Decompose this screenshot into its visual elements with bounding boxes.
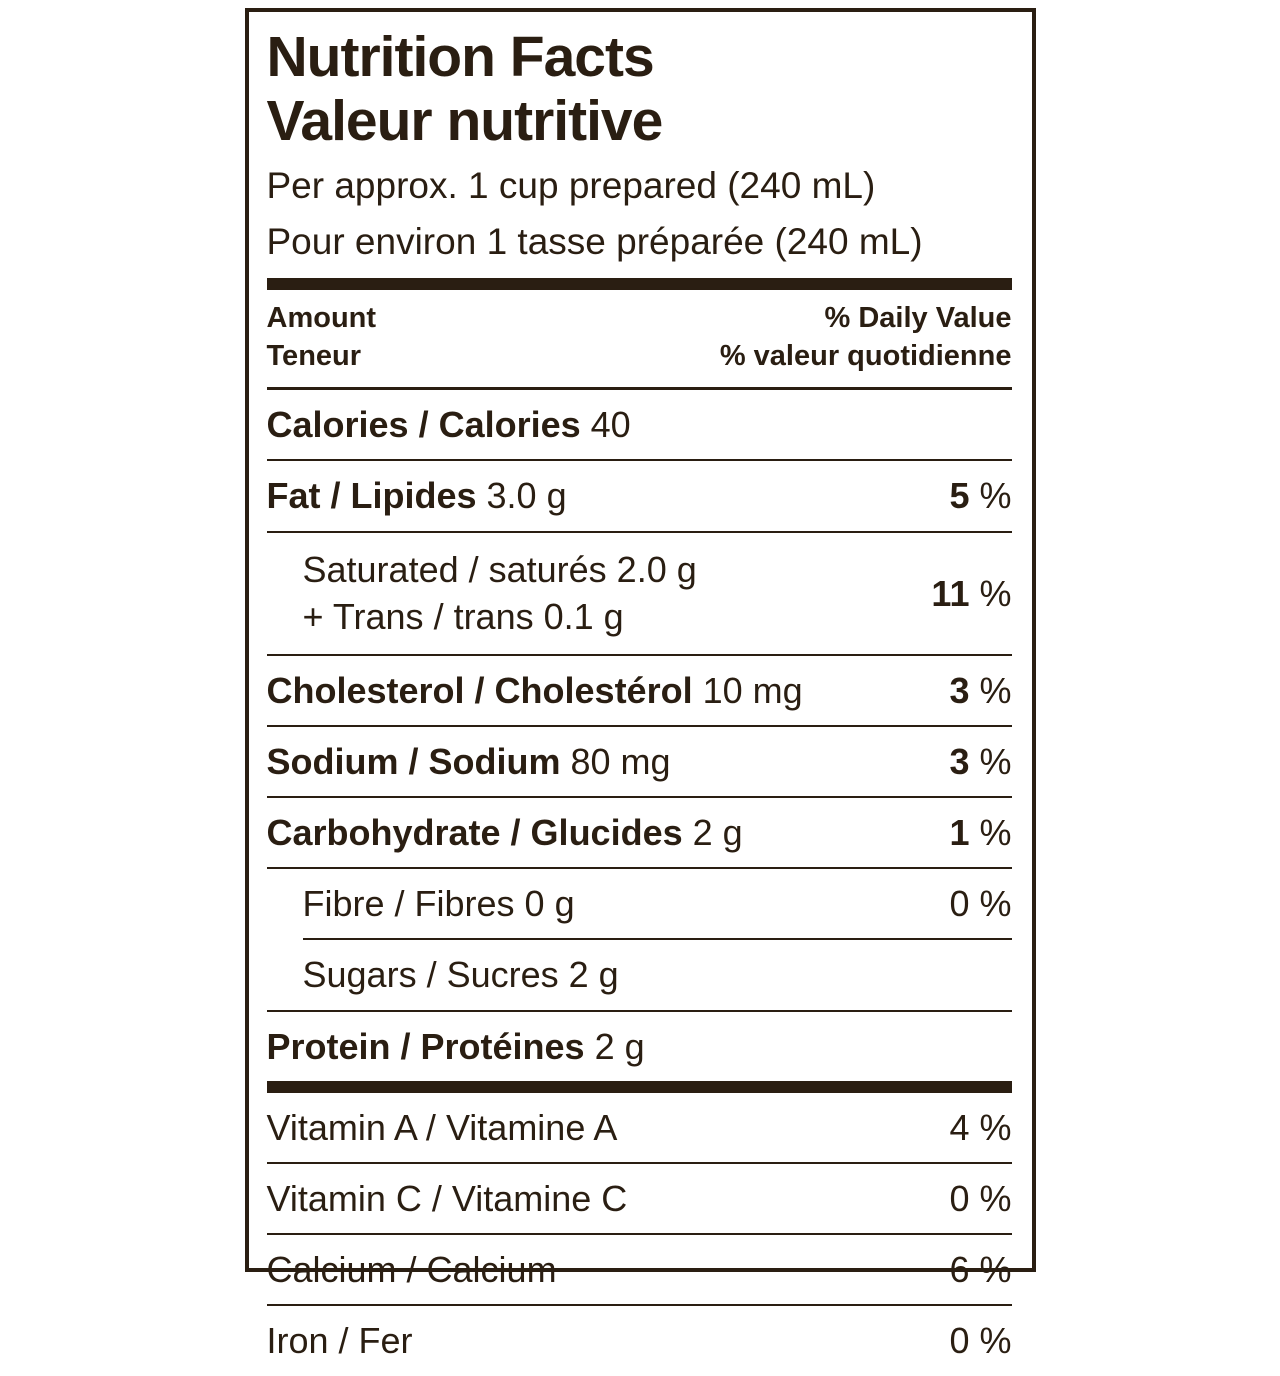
vitamin-a-daily-value: 4 % <box>949 1106 1012 1148</box>
carbohydrate-row <box>267 798 1012 867</box>
sugars-amount: 2 g <box>568 954 619 996</box>
saturated-fat-line: Saturated / saturés 2.0 g <box>302 548 697 590</box>
carbohydrate-daily-value: 1 % <box>949 812 1012 853</box>
iron-daily-value: 0 % <box>949 1320 1012 1362</box>
sugars-row <box>267 940 1012 1009</box>
calories-row <box>267 390 1012 459</box>
fat-daily-value: 5 % <box>949 475 1012 517</box>
protein-row <box>267 1012 1012 1081</box>
calories-value: 40 <box>590 404 631 446</box>
divider-thick-bottom <box>267 1081 1012 1093</box>
protein-label: Protein / Protéines 2 g <box>266 1025 645 1067</box>
vitamin-c-daily-value: 0 % <box>949 1177 1012 1219</box>
nutrition-facts-label <box>245 8 1036 1362</box>
calcium-row <box>267 1235 1012 1304</box>
fibre-label: Fibre / Fibres 0 g <box>302 883 575 925</box>
iron-row <box>267 1306 1012 1375</box>
column-header <box>267 290 1012 387</box>
vitamin-c-row <box>267 1164 1012 1233</box>
amount-header-english: Amount <box>266 301 377 334</box>
sugars-label: Sugars / Sucres 2 g <box>302 954 619 996</box>
saturated-trans-daily-value: 11 % <box>931 572 1012 614</box>
sodium-row <box>267 727 1012 796</box>
daily-value-header-english: % Daily Value <box>824 301 1012 334</box>
serving-size-french: Pour environ 1 tasse préparée (240 mL) <box>266 220 923 262</box>
fibre-row <box>267 869 1012 938</box>
calories-label: Calories / Calories 40 <box>266 404 631 446</box>
daily-value-header-french: % valeur quotidienne <box>719 339 1012 372</box>
calcium-daily-value: 6 % <box>949 1249 1012 1291</box>
serving-size-english: Per approx. 1 cup prepared (240 mL) <box>266 164 876 206</box>
fat-row <box>267 461 1012 530</box>
fibre-amount: 0 g <box>524 883 575 925</box>
carbohydrate-amount: 2 g <box>692 812 743 853</box>
carbohydrate-label: Carbohydrate / Glucides 2 g <box>266 812 743 853</box>
fat-amount: 3.0 g <box>486 475 567 517</box>
calcium-label: Calcium / Calcium <box>266 1249 557 1291</box>
vitamin-a-label: Vitamin A / Vitamine A <box>266 1106 618 1148</box>
iron-label: Iron / Fer <box>266 1320 413 1362</box>
cholesterol-daily-value: 3 % <box>949 669 1012 711</box>
sodium-amount: 80 mg <box>570 740 671 782</box>
sodium-daily-value: 3 % <box>949 740 1012 782</box>
sodium-label: Sodium / Sodium 80 mg <box>266 740 671 782</box>
protein-amount: 2 g <box>594 1025 645 1067</box>
saturated-trans-fat-row <box>267 533 1012 654</box>
cholesterol-label: Cholesterol / Cholestérol 10 mg <box>266 669 803 711</box>
fibre-daily-value: 0 % <box>949 883 1012 925</box>
amount-header <box>267 300 377 375</box>
saturated-trans-fat-label <box>267 546 697 641</box>
trans-fat-line: + Trans / trans 0.1 g <box>302 596 624 638</box>
vitamin-c-label: Vitamin C / Vitamine C <box>266 1177 628 1219</box>
cholesterol-row <box>267 656 1012 725</box>
vitamin-a-row <box>267 1093 1012 1162</box>
title-french: Valeur nutritive <box>266 88 663 153</box>
cholesterol-amount: 10 mg <box>702 669 803 711</box>
fat-label: Fat / Lipides 3.0 g <box>266 475 567 517</box>
title-english: Nutrition Facts <box>266 25 654 89</box>
divider-thick-top <box>267 278 1012 290</box>
amount-header-french: Teneur <box>266 339 362 372</box>
daily-value-header <box>720 300 1012 375</box>
